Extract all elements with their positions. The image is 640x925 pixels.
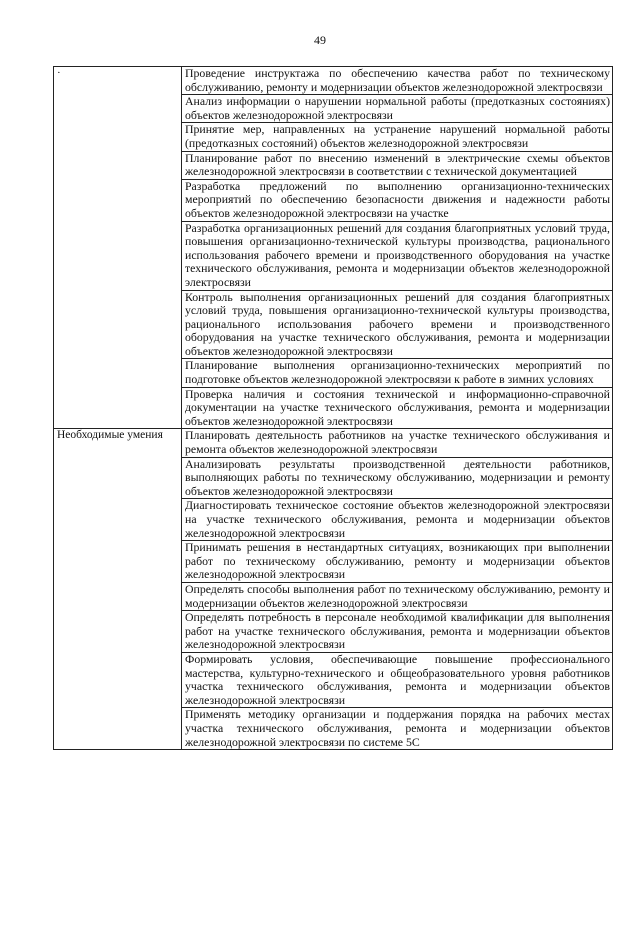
- skill-cell: Определять способы выполнения работ по техническому обслуживанию, ремонту и модернизации объектов железнодорожной электросвязи: [182, 582, 613, 610]
- action-cell: Разработка предложений по выполнению организационно-технических мероприятий по обеспечению безопасности движения и надежности работы объектов железнодорожной электросвязи на участке: [182, 179, 613, 221]
- page-number: 49: [314, 33, 326, 47]
- skill-cell: Определять потребность в персонале необходимой квалификации для выполнения работ на участке технического обслуживания, ремонта и модернизации объектов железнодорожной электросвязи: [182, 611, 613, 653]
- competency-table: [53, 66, 613, 750]
- skill-cell: Принимать решения в нестандартных ситуациях, возникающих при выполнении работ по техническому обслуживанию, ремонту и модернизации объектов железнодорожной электросвязи: [182, 541, 613, 583]
- skill-cell: Диагностировать техническое состояние объектов железнодорожной электросвязи на участке технического обслуживания, ремонта и модернизации объектов железнодорожной электросвязи: [182, 499, 613, 541]
- table-row: [54, 67, 613, 95]
- skill-cell: Применять методику организации и поддержания порядка на рабочих местах участка технического обслуживания, ремонта и модернизации объектов железнодорожной электросвязи по системе 5С: [182, 708, 613, 750]
- action-cell: Разработка организационных решений для создания благоприятных условий труда, повышения организационно-технической культуры производства, рационального использования рабочего времени и производственного оборудования на участке технического обслуживания, ремонта и модернизации объектов железнодорожной электросвязи: [182, 221, 613, 290]
- table-row: [54, 429, 613, 457]
- action-cell: Проведение инструктажа по обеспечению качества работ по техническому обслуживанию, ремонту и модернизации объектов железнодорожной электросвязи: [182, 67, 613, 95]
- section-label-cell: [54, 67, 182, 429]
- action-cell: Анализ информации о нарушении нормальной работы (предотказных состояниях) объектов железнодорожной электросвязи: [182, 95, 613, 123]
- bullet-marker: ·: [57, 67, 61, 79]
- action-cell: Проверка наличия и состояния технической и информационно-справочной документации на участке технического обслуживания, ремонта и модернизации объектов железнодорожной электросвязи: [182, 387, 613, 429]
- skill-cell: Формировать условия, обеспечивающие повышение профессионального мастерства, культурно-технического и общеобразовательного уровня работников участка технического обслуживания, ремонта и модернизации объектов железнодорожной электросвязи: [182, 652, 613, 707]
- skill-cell: Планировать деятельность работников на участке технического обслуживания и ремонта объектов железнодорожной электросвязи: [182, 429, 613, 457]
- action-cell: Принятие мер, направленных на устранение нарушений нормальной работы (предотказных состояний) объектов железнодорожной электросвязи: [182, 123, 613, 151]
- action-cell: Планирование работ по внесению изменений в электрические схемы объектов железнодорожной электросвязи в соответствии с технической документацией: [182, 151, 613, 179]
- section-label-skills: Необходимые умения: [54, 429, 182, 750]
- skill-cell: Анализировать результаты производственной деятельности работников, выполняющих работы по техническому обслуживанию, модернизации и ремонту объектов железнодорожной электросвязи: [182, 457, 613, 499]
- action-cell: Контроль выполнения организационных решений для создания благоприятных условий труда, повышения организационно-технической культуры производства, рационального использования рабочего времени и производственного оборудования на участке технического обслуживания, ремонта и модернизации объектов железнодорожной электросвязи: [182, 290, 613, 359]
- action-cell: Планирование выполнения организационно-технических мероприятий по подготовке объектов железнодорожной электросвязи к работе в зимних условиях: [182, 359, 613, 387]
